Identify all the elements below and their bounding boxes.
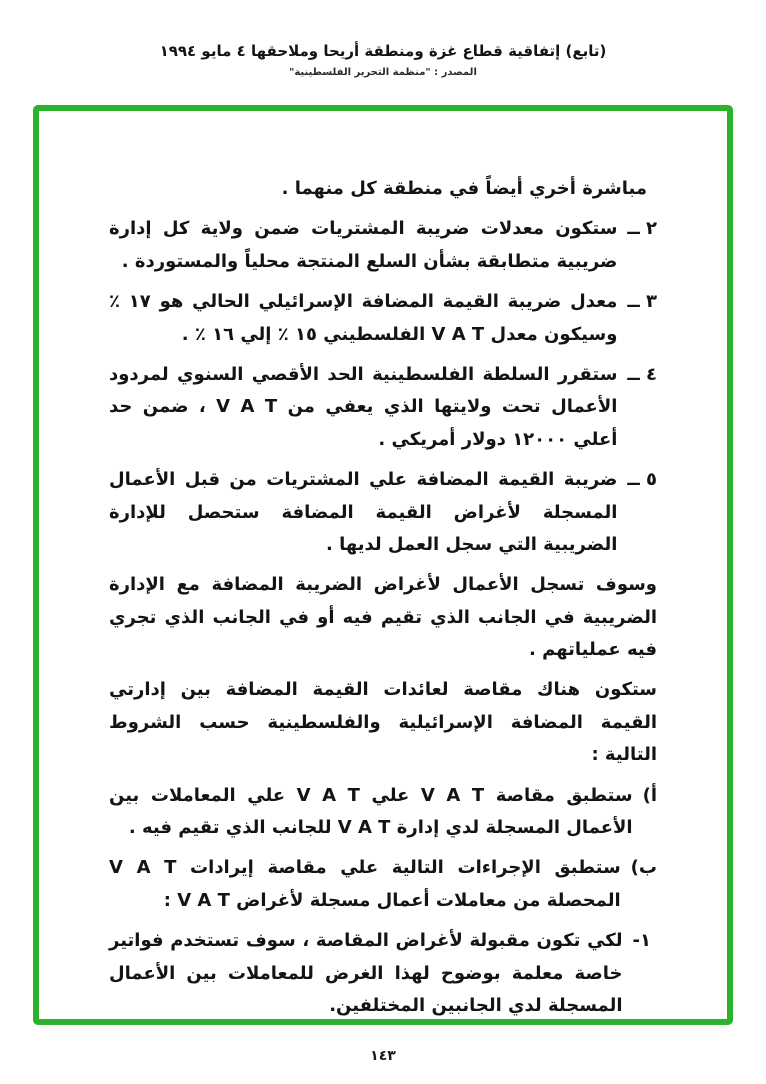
paragraph-continuation: مباشرة أخري أيضاً في منطقة كل منهما . (281, 178, 647, 199)
page-footer (0, 1048, 766, 1064)
item-text: ضريبة القيمة المضافة علي المشتريات من قبل الأعمال المسجلة لأغراض القيمة المضافة ستحصل للإدارة الضريبية التي سجل العمل لديها . (109, 469, 618, 555)
item-marker: ٢ ــ (627, 218, 657, 240)
sub-item-1 (109, 925, 657, 1022)
lettered-item-b (109, 852, 657, 917)
item-text: ستقرر السلطة الفلسطينية الحد الأقصي السنوي لمردود الأعمال تحت ولايتها الذي يعفي من V A T ، ضمن حد أعلي ١٢٠٠٠ دولار أمريكي . (109, 363, 618, 450)
item-text: معدل ضريبة القيمة المضافة الإسرائيلي الحالي هو ١٧ ٪ وسيكون معدل V A T الفلسطيني ١٥ ٪ إلي ١٦ ٪ . (109, 291, 618, 345)
document-title: (تابع) إتفاقية قطاع غزة ومنطقة أريحا وملاحقها ٤ مايو ١٩٩٤ (159, 42, 607, 60)
paragraph-clearance: ستكون هناك مقاصة لعائدات القيمة المضافة بين إدارتي القيمة المضافة الإسرائيلية والفلسطينية حسب الشروط التالية : (109, 679, 657, 766)
numbered-item-2 (109, 213, 657, 278)
item-text: ستطبق الإجراءات التالية علي مقاصة إيرادات V A T المحصلة من معاملات أعمال مسجلة لأغراض V A T : (109, 857, 621, 911)
green-border-frame (33, 105, 733, 1025)
lettered-item-a (109, 780, 657, 845)
item-marker: ٥ ــ (627, 469, 657, 491)
item-marker: ١- (632, 930, 651, 952)
document-body (39, 111, 727, 1022)
document-source-line: المصدر : "منظمة التحرير الفلسطينية" (289, 67, 477, 78)
numbered-item-3 (109, 286, 657, 351)
item-marker: ٤ ــ (627, 363, 657, 385)
item-marker: ٣ ــ (627, 291, 657, 313)
item-marker: ب) (630, 857, 657, 879)
page-number: ١٤٣ (370, 1048, 396, 1064)
item-text: لكي تكون مقبولة لأغراض المقاصة ، سوف تستخدم فواتير خاصة معلمة بوضوح لهذا الغرض للمعاملات بين الأعمال المسجلة لدي الجانبين المختلفين. (109, 930, 623, 1016)
document-header (0, 42, 766, 78)
item-text: ستطبق مقاصة V A T علي V A T علي المعاملات بين الأعمال المسجلة لدي إدارة V A T للجانب الذي تقيم فيه . (109, 784, 633, 839)
numbered-item-4 (109, 359, 657, 456)
item-text: ستكون معدلات ضريبة المشتريات ضمن ولاية كل إدارة ضريبية متطابقة بشأن السلع المنتجة محلياً والمستوردة . (109, 218, 618, 272)
numbered-item-5 (109, 464, 657, 561)
paragraph-registration: وسوف تسجل الأعمال لأغراض الضريبة المضافة مع الإدارة الضريبية في الجانب الذي تقيم فيه أو في الجانب الذي تجري فيه عملياتهم . (109, 574, 657, 661)
item-marker: أ) (642, 784, 657, 806)
